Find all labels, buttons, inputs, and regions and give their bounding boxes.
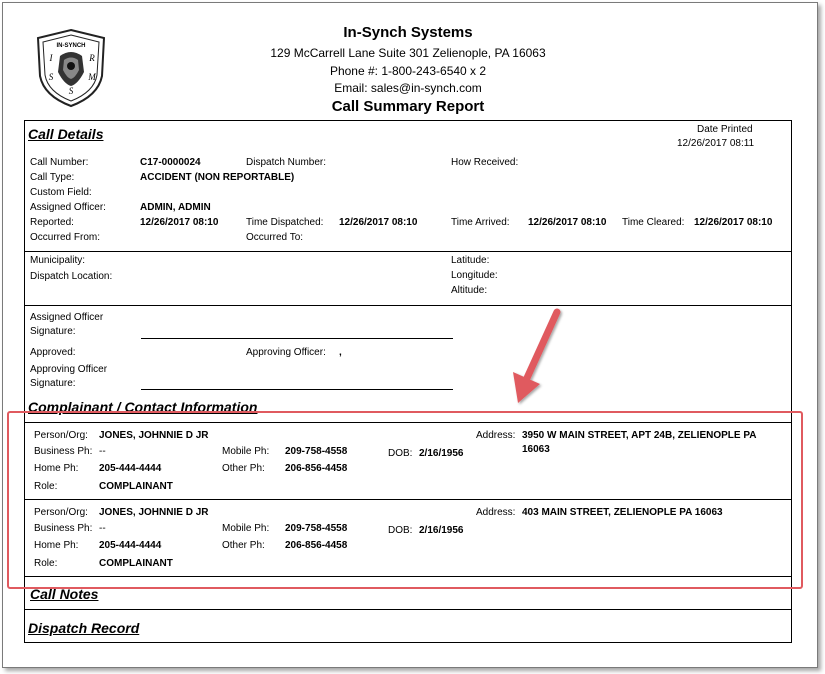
address-value-line2: 16063 <box>522 444 550 455</box>
mobile-phone-label: Mobile Ph: <box>222 523 270 534</box>
home-phone-label: Home Ph: <box>34 463 79 474</box>
svg-text:R: R <box>89 53 95 63</box>
company-address: 129 McCarrell Lane Suite 301 Zelienople, PA 16063 <box>270 46 546 60</box>
time-dispatched-value: 12/26/2017 08:10 <box>339 217 418 228</box>
municipality-label: Municipality: <box>30 255 86 266</box>
address-value: 3950 W MAIN STREET, APT 24B, ZELIENOPLE PA <box>522 430 757 441</box>
occurred-to-label: Occurred To: <box>246 232 304 243</box>
section-title-call-notes: Call Notes <box>30 586 99 602</box>
highlight-box <box>7 411 803 589</box>
business-phone-label: Business Ph: <box>34 446 93 457</box>
assigned-officer-signature-line <box>141 338 453 339</box>
role-label: Role: <box>34 558 58 569</box>
altitude-label: Altitude: <box>451 285 488 296</box>
dob-label: DOB: <box>388 448 413 459</box>
assigned-officer-label: Assigned Officer: <box>30 202 106 213</box>
reported-label: Reported: <box>30 217 74 228</box>
annotation-arrow-icon <box>500 300 570 410</box>
time-arrived-label: Time Arrived: <box>451 217 510 228</box>
svg-text:M: M <box>88 72 96 82</box>
other-phone-label: Other Ph: <box>222 463 265 474</box>
call-number-label: Call Number: <box>30 157 89 168</box>
address-label: Address: <box>476 507 516 518</box>
divider <box>24 251 792 252</box>
time-dispatched-label: Time Dispatched: <box>246 217 324 228</box>
approving-officer-signature-label-2: Signature: <box>30 378 76 389</box>
date-printed-label: Date Printed <box>697 124 753 135</box>
dob-value: 2/16/1956 <box>419 525 464 536</box>
company-phone: Phone #: 1-800-243-6540 x 2 <box>329 64 487 78</box>
reported-value: 12/26/2017 08:10 <box>140 217 219 228</box>
other-phone-value: 206-856-4458 <box>285 540 348 551</box>
call-type-label: Call Type: <box>30 172 75 183</box>
call-number-value: C17-0000024 <box>140 157 201 168</box>
occurred-from-label: Occurred From: <box>30 232 101 243</box>
how-received-label: How Received: <box>451 157 519 168</box>
role-value: COMPLAINANT <box>99 481 173 492</box>
mobile-phone-value: 209-758-4558 <box>285 523 348 534</box>
approving-officer-signature-label: Approving Officer <box>30 364 108 375</box>
assigned-officer-value: ADMIN, ADMIN <box>140 202 211 213</box>
person-label: Person/Org: <box>34 507 88 518</box>
svg-text:S: S <box>68 86 74 96</box>
approving-officer-signature-line <box>141 389 453 390</box>
role-label: Role: <box>34 481 58 492</box>
time-cleared-value: 12/26/2017 08:10 <box>694 217 773 228</box>
assigned-officer-signature-label-2: Signature: <box>30 326 76 337</box>
mobile-phone-value: 209-758-4558 <box>285 446 348 457</box>
person-label: Person/Org: <box>34 430 88 441</box>
section-title-dispatch-record: Dispatch Record <box>28 620 140 636</box>
svg-text:S: S <box>48 72 54 82</box>
approving-officer-value: , <box>339 347 342 358</box>
dispatch-location-label: Dispatch Location: <box>30 271 113 282</box>
company-email: Email: sales@in-synch.com <box>334 81 482 95</box>
section-title-complainant: Complainant / Contact Information <box>28 399 258 415</box>
logo-banner-text: IN-SYNCH <box>56 43 86 49</box>
longitude-label: Longitude: <box>451 270 498 281</box>
call-type-value: ACCIDENT (NON REPORTABLE) <box>140 172 295 183</box>
latitude-label: Latitude: <box>451 255 490 266</box>
mobile-phone-label: Mobile Ph: <box>222 446 270 457</box>
approved-label: Approved: <box>30 347 76 358</box>
approving-officer-label: Approving Officer: <box>246 347 326 358</box>
time-arrived-value: 12/26/2017 08:10 <box>528 217 607 228</box>
business-phone-value: -- <box>99 523 106 534</box>
other-phone-label: Other Ph: <box>222 540 265 551</box>
svg-text:I: I <box>49 53 53 63</box>
report-title: Call Summary Report <box>331 98 485 115</box>
date-printed-value: 12/26/2017 08:11 <box>677 138 755 149</box>
person-value: JONES, JOHNNIE D JR <box>99 430 209 441</box>
business-phone-label: Business Ph: <box>34 523 93 534</box>
role-value: COMPLAINANT <box>99 558 173 569</box>
assigned-officer-signature-label: Assigned Officer <box>30 312 104 323</box>
address-label: Address: <box>476 430 516 441</box>
section-title-call-details: Call Details <box>28 126 104 142</box>
custom-field-label: Custom Field: <box>30 187 92 198</box>
other-phone-value: 206-856-4458 <box>285 463 348 474</box>
address-value: 403 MAIN STREET, ZELIENOPLE PA 16063 <box>522 507 723 518</box>
company-name: In-Synch Systems <box>343 24 473 41</box>
divider <box>24 305 792 306</box>
home-phone-label: Home Ph: <box>34 540 79 551</box>
home-phone-value: 205-444-4444 <box>99 463 162 474</box>
dispatch-number-label: Dispatch Number: <box>246 157 327 168</box>
divider <box>24 609 792 610</box>
time-cleared-label: Time Cleared: <box>622 217 685 228</box>
dob-label: DOB: <box>388 525 413 536</box>
business-phone-value: -- <box>99 446 106 457</box>
person-value: JONES, JOHNNIE D JR <box>99 507 209 518</box>
dob-value: 2/16/1956 <box>419 448 464 459</box>
home-phone-value: 205-444-4444 <box>99 540 162 551</box>
